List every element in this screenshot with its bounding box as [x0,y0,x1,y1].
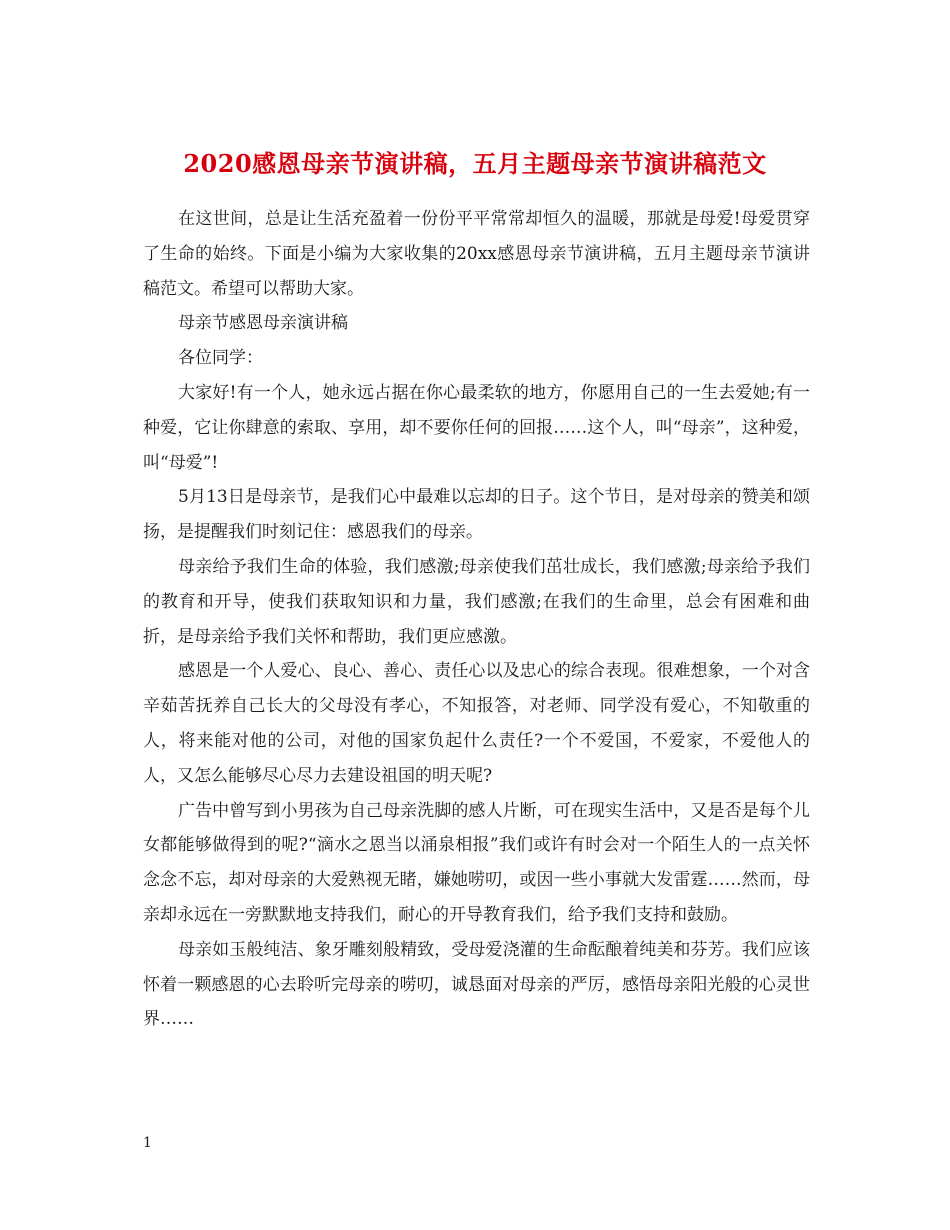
body-paragraph: 5月13日是母亲节，是我们心中最难以忘却的日子。这个节日，是对母亲的赞美和颂扬，是提醒我们时刻记住：感恩我们的母亲。 [143,487,810,543]
body-paragraph: 母亲如玉般纯洁、象牙雕刻般精致，受母爱浇灌的生命酝酿着纯美和芬芳。我们应该怀着一颗感恩的心去聆听完母亲的唠叨，诚恳面对母亲的严厉，感悟母亲阳光般的心灵世界…… [143,939,810,1030]
page-number: 1 [143,1135,152,1151]
document-title: 2020感恩母亲节演讲稿，五月主题母亲节演讲稿范文 [183,149,767,179]
body-paragraph: 母亲给予我们生命的体验，我们感激;母亲使我们茁壮成长，我们感激;母亲给予我们的教育和开导，使我们获取知识和力量，我们感激;在我们的生命里，总会有困难和曲折，是母亲给予我们关怀和帮助，我们更应感激。 [143,556,810,647]
body-paragraph: 广告中曾写到小男孩为自己母亲洗脚的感人片断，可在现实生活中，又是否是每个儿女都能够做得到的呢?“滴水之恩当以涌泉相报”我们或许有时会对一个陌生人的一点关怀念念不忘，却对母亲的大爱熟视无睹，嫌她唠叨，或因一些小事就大发雷霆……然而，母亲却永远在一旁默默地支持我们，耐心的开导教育我们，给予我们支持和鼓励。 [143,800,810,925]
document-body [143,202,810,1037]
body-paragraph: 大家好!有一个人，她永远占据在你心最柔软的地方，你愿用自己的一生去爱她;有一种爱，它让你肆意的索取、享用，却不要你任何的回报……这个人，叫“母亲”，这种爱，叫“母爱”! [143,382,810,473]
salutation: 各位同学： [178,348,263,369]
intro-paragraph: 在这世间，总是让生活充盈着一份份平平常常却恒久的温暖，那就是母爱!母爱贯穿了生命的始终。下面是小编为大家收集的20xx感恩母亲节演讲稿，五月主题母亲节演讲稿范文。希望可以帮助大家。 [143,209,810,299]
speech-heading: 母亲节感恩母亲演讲稿 [178,313,348,334]
body-paragraph: 感恩是一个人爱心、良心、善心、责任心以及忠心的综合表现。很难想象，一个对含辛茹苦抚养自己长大的父母没有孝心，不知报答，对老师、同学没有爱心，不知敬重的人，将来能对他的公司，对他的国家负起什么责任?一个不爱国，不爱家，不爱他人的人，又怎么能够尽心尽力去建设祖国的明天呢? [143,661,810,786]
